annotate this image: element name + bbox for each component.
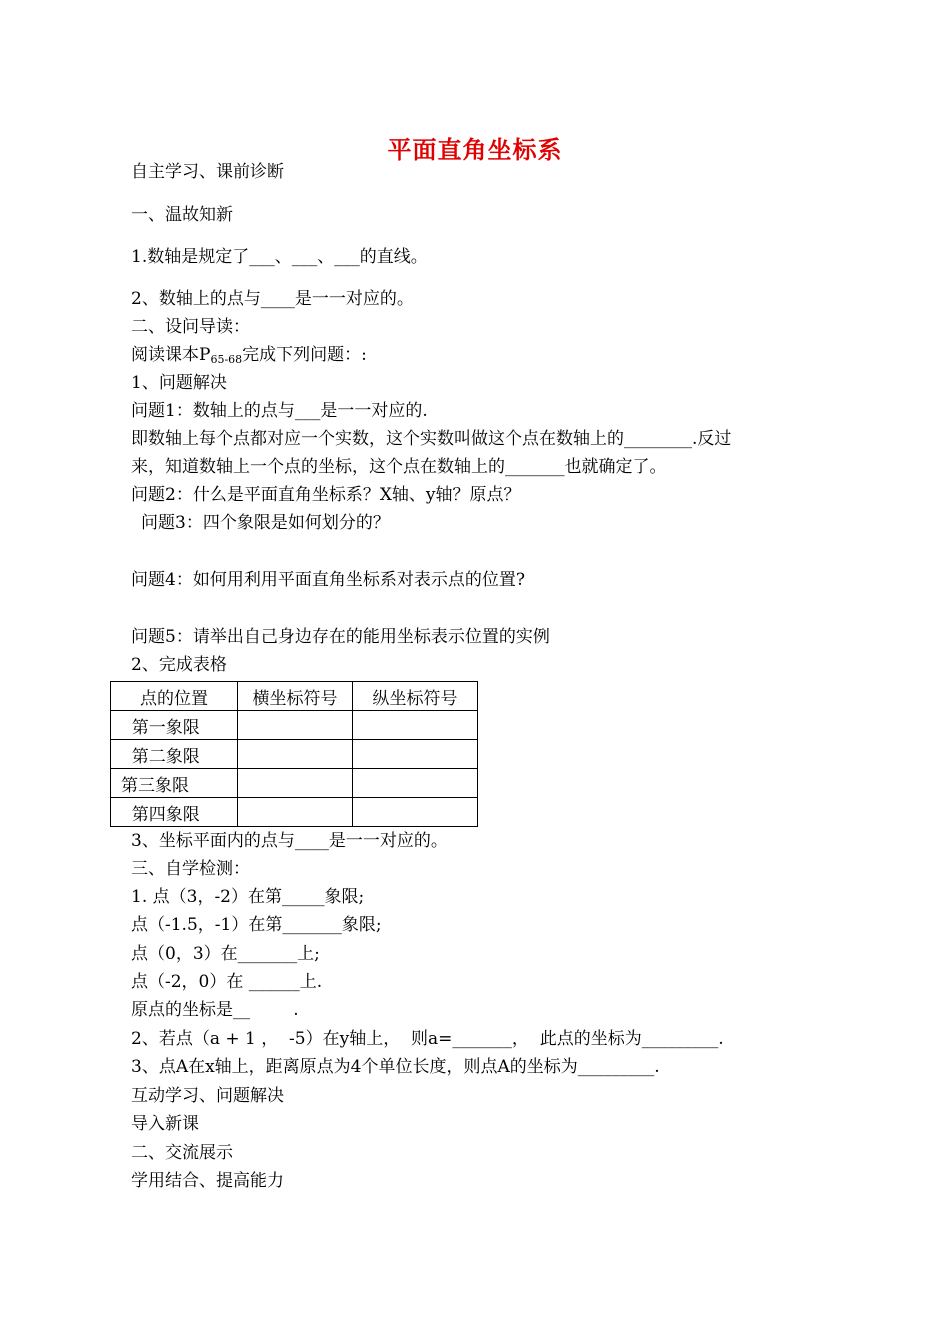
exercise-line: 点（-2，0）在 ______上. <box>131 972 323 992</box>
page-title: 平面直角坐标系 <box>387 135 563 164</box>
answer-cell[interactable] <box>353 711 478 740</box>
question-line: 问题2：什么是平面直角坐标系？X轴、y轴？原点？ <box>131 485 521 505</box>
page-range-subscript: 65-68 <box>210 353 243 366</box>
section-heading: 互动学习、问题解决 <box>131 1086 284 1106</box>
answer-cell[interactable] <box>353 769 478 798</box>
subsection-heading: 三、自学检测： <box>131 859 250 879</box>
row-label-cell: 第一象限 <box>111 711 238 740</box>
table-row <box>111 769 478 798</box>
question-line: 问题5：请举出自己身边存在的能用坐标表示位置的实例 <box>131 627 550 647</box>
table-row <box>111 798 478 827</box>
quadrant-sign-table <box>110 681 478 827</box>
exercise-line: 点（0，3）在_______上; <box>131 944 320 964</box>
reading-text-a: 阅读课本P <box>131 345 211 365</box>
row-label-cell: 第四象限 <box>111 798 238 827</box>
reading-instruction <box>131 343 367 372</box>
question-line: 来，知道数轴上一个点的坐标，这个点在数轴上的_______也就确定了。 <box>131 457 667 477</box>
question-line: 1.数轴是规定了___、___、___的直线。 <box>131 247 428 267</box>
answer-cell[interactable] <box>238 740 353 769</box>
row-label-cell: 第三象限 <box>111 769 238 798</box>
subsection-heading: 一、温故知新 <box>131 205 233 225</box>
row-label-cell: 第二象限 <box>111 740 238 769</box>
question-line: 2、数轴上的点与____是一一对应的。 <box>131 289 414 309</box>
answer-cell[interactable] <box>353 740 478 769</box>
subsection-heading: 二、交流展示 <box>131 1143 233 1163</box>
question-line: 问题3：四个象限是如何划分的？ <box>141 513 390 533</box>
table-header-row <box>111 682 478 711</box>
answer-cell[interactable] <box>353 798 478 827</box>
answer-cell[interactable] <box>238 711 353 740</box>
question-line: 问题4：如何用利用平面直角坐标系对表示点的位置? <box>131 570 525 590</box>
table-row <box>111 740 478 769</box>
subsection-heading: 导入新课 <box>131 1114 199 1134</box>
answer-cell[interactable] <box>238 769 353 798</box>
answer-cell[interactable] <box>238 798 353 827</box>
exercise-line: 点（-1.5，-1）在第_______象限; <box>131 915 382 935</box>
subsection-heading: 二、设问导读： <box>131 317 250 337</box>
question-line: 问题1：数轴上的点与___是一一对应的. <box>131 401 428 421</box>
exercise-line: 原点的坐标是__ . <box>131 1000 299 1020</box>
table-header-cell: 横坐标符号 <box>238 682 353 711</box>
table-header-cell: 纵坐标符号 <box>353 682 478 711</box>
table-header-cell: 点的位置 <box>111 682 238 711</box>
exercise-line: 2、若点（a + 1 ， -5）在y轴上， 则a=_______， 此点的坐标为_________. <box>131 1029 724 1049</box>
exercise-line: 3、点A在x轴上，距离原点为4个单位长度，则点A的坐标为_________. <box>131 1057 660 1077</box>
subsection-heading: 2、完成表格 <box>131 655 227 675</box>
question-line: 即数轴上每个点都对应一个实数，这个实数叫做这个点在数轴上的________.反过 <box>131 429 732 449</box>
reading-text-b: 完成下列问题：: <box>242 345 367 365</box>
section-heading: 自主学习、课前诊断 <box>131 162 284 182</box>
section-heading: 学用结合、提高能力 <box>131 1171 284 1191</box>
exercise-line: 1. 点（3，-2）在第_____象限; <box>131 887 365 907</box>
question-line: 3、坐标平面内的点与____是一一对应的。 <box>131 831 448 851</box>
subsection-heading: 1、问题解决 <box>131 373 227 393</box>
table-row <box>111 711 478 740</box>
